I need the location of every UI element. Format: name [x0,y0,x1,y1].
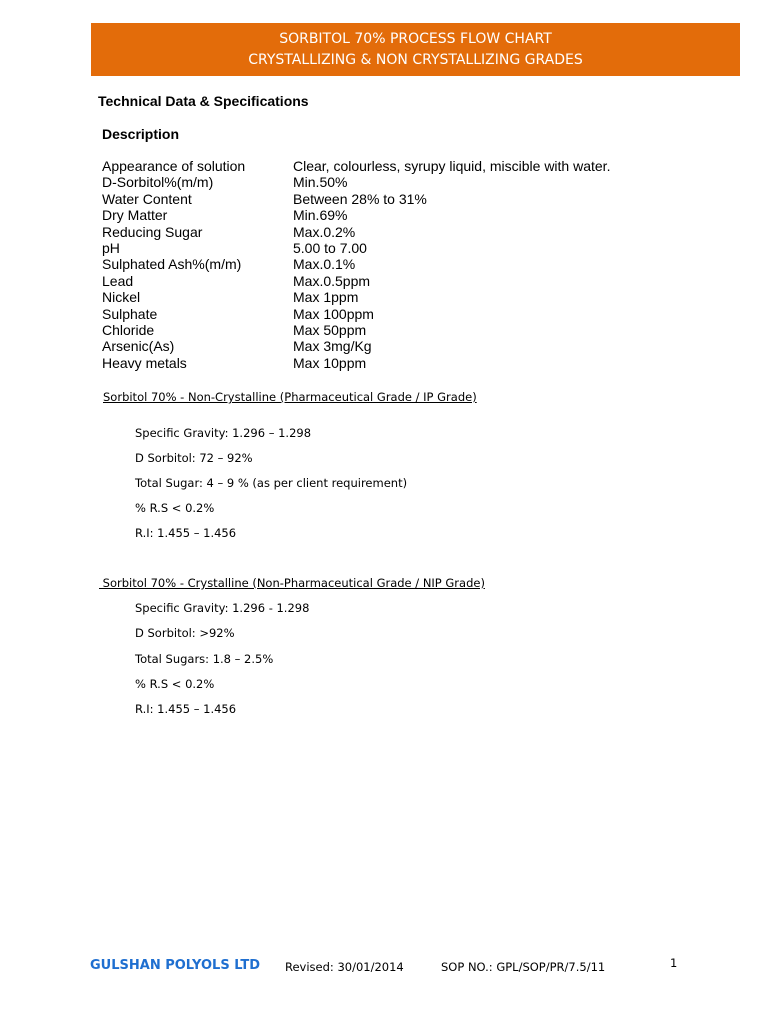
spec-label: Heavy metals [102,354,187,371]
section-title: Technical Data & Specifications [98,93,309,109]
crystalline-spec-item: Total Sugars: 1.8 – 2.5% [135,652,274,666]
crystalline-spec-item: D Sorbitol: >92% [135,626,235,640]
spec-value: Max.0.5ppm [293,272,371,289]
spec-label: Lead [102,272,134,289]
spec-value: Max 100ppm [293,305,374,322]
spec-value: Between 28% to 31% [293,190,427,207]
description-title: Description [102,126,180,142]
spec-value: Min.69% [293,207,348,224]
company-name: GULSHAN POLYOLS LTD [90,958,261,973]
spec-label: Appearance of solution [102,158,246,174]
spec-label: Dry Matter [102,207,168,224]
non-crystalline-spec-item: R.I: 1.455 – 1.456 [135,526,237,540]
spec-label: Arsenic(As) [102,338,175,355]
sop-number: SOP NO.: GPL/SOP/PR/7.5/11 [441,960,606,974]
non-crystalline-grade-title: Sorbitol 70% - Non-Crystalline (Pharmaceutical Grade / IP Grade) [103,390,477,404]
spec-label: D-Sorbitol%(m/m) [102,174,214,191]
crystalline-spec-item: Specific Gravity: 1.296 - 1.298 [135,601,310,615]
spec-label: Reducing Sugar [102,223,203,240]
banner-title-line-2: CRYSTALLIZING & NON CRYSTALLIZING GRADES [248,51,583,68]
spec-label: Water Content [102,190,192,207]
spec-value: Max 10ppm [293,354,367,371]
non-crystalline-spec-item: Total Sugar: 4 – 9 % (as per client requirement) [135,476,408,490]
spec-label: Sulphated Ash%(m/m) [102,256,242,273]
crystalline-spec-item: R.I: 1.455 – 1.456 [135,702,237,716]
title-banner [91,23,740,76]
spec-label: pH [102,239,120,256]
spec-label: Chloride [102,321,155,338]
non-crystalline-spec-item: D Sorbitol: 72 – 92% [135,451,253,465]
spec-value: Clear, colourless, syrupy liquid, miscible with water. [293,158,611,174]
spec-value: Max 1ppm [293,289,359,306]
spec-value: Max.0.1% [293,256,356,273]
spec-value: Max 3mg/Kg [293,338,372,355]
crystalline-spec-item: % R.S < 0.2% [135,677,215,691]
non-crystalline-spec-item: Specific Gravity: 1.296 – 1.298 [135,426,312,440]
banner-title-line-1: SORBITOL 70% PROCESS FLOW CHART [279,30,552,47]
non-crystalline-spec-item: % R.S < 0.2% [135,501,215,515]
spec-value: Max.0.2% [293,223,356,240]
spec-value: 5.00 to 7.00 [293,239,367,256]
spec-label: Sulphate [102,305,158,322]
spec-value: Max 50ppm [293,321,367,338]
crystalline-grade-title: Sorbitol 70% - Crystalline (Non-Pharmaceutical Grade / NIP Grade) [99,576,485,590]
spec-label: Nickel [102,289,141,306]
spec-value: Min.50% [293,174,348,191]
revision-date: Revised: 30/01/2014 [285,960,404,974]
page-number: 1 [670,956,678,970]
